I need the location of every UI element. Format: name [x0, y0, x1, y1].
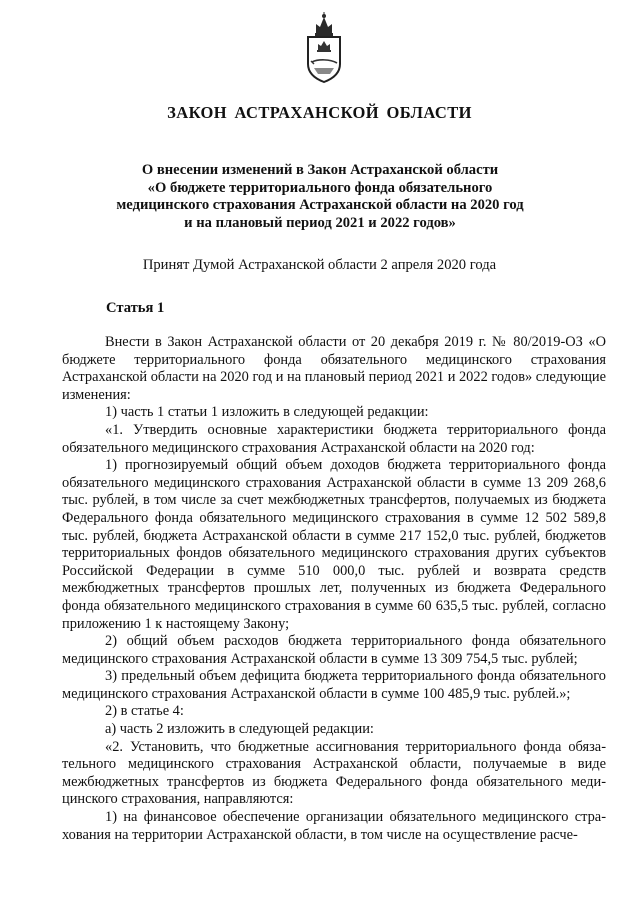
paragraph: Внести в Закон Астраханской области от 20 декабря 2019 г. № 80/2019-ОЗ «О бюджете территориального фонда обязательного медицинского страхования Астраханской области на 2020 год и на плановый период 2021 и 2022 годов» следующие изменения: — [62, 334, 607, 403]
paragraph: 2) в статье 4: — [105, 703, 184, 720]
paragraph: 1) прогнозируемый общий объем доходов бюджета территориального фонда обязательного медицинского страхования Астраханской области в сумме 13 209 268,6 тыс. рублей, в том числе за счет межбюджетных трансфертов, получаемых из бюджета Федерального фонда обязательного медицинского страхования в сумме 12 502 589,8 тыс. рублей, бюджета Астраханской области в сумме 217 152,0 тыс. рублей, бюджетов территориальных фондов обязательного медицинского страхования других субъектов Российской Федерации в сумме 510 000,0 тыс. рублей и возврата средств межбюджетных трансфертов прошлых лет, полученных из бюджета Федерального фонда обязательного медицинского страхования в сумме 60 635,5 тыс. рублей, согласно приложению 1 к настоящему Закону; — [62, 457, 606, 632]
subject-line: медицинского страхования Астраханской области на 2020 год — [116, 197, 524, 213]
subject-line: О внесении изменений в Закон Астраханской области — [141, 162, 499, 178]
law-subject — [60, 162, 580, 232]
paragraph: «1. Утвердить основные характеристики бюджета территориального фонда обязательного медицинского страхования Астраханской области на 2020 год: — [62, 421, 606, 456]
subject-line: и на плановый период 2021 и 2022 годов» — [184, 214, 456, 231]
law-title: ЗАКОН АСТРАХАНСКОЙ ОБЛАСТИ — [167, 103, 472, 122]
adoption-note: Принят Думой Астраханской области 2 апреля 2020 года — [142, 257, 497, 273]
article-body — [62, 334, 606, 844]
paragraph: 1) на финансовое обеспечение организации обязательного медицинского страхования на территории Астраханской области, в том числе на осуществление расче- — [62, 809, 606, 843]
article-heading: Статья 1 — [106, 300, 165, 316]
paragraph: 3) предельный объем дефицита бюджета территориального фонда обязательного медицинского страхования Астраханской области в сумме 100 485,9 тыс. рублей.»; — [62, 668, 606, 702]
astrakhan-coat-of-arms-icon — [300, 12, 348, 88]
paragraph: а) часть 2 изложить в следующей редакции: — [105, 721, 374, 738]
paragraph: 2) общий объем расходов бюджета территориального фонда обязательного медицинского страхования Астраханской области в сумме 13 309 754,5 тыс. рублей; — [62, 633, 606, 667]
paragraph: 1) часть 1 статьи 1 изложить в следующей редакции: — [105, 404, 429, 421]
subject-line: «О бюджете территориального фонда обязательного — [147, 179, 493, 196]
paragraph: «2. Установить, что бюджетные ассигнования территориального фонда обязательного медицинского страхования Астраханской области, получаемые в виде межбюджетных трансфертов из бюджета Федерального фонда обязательного медицинского страхования, направляются: — [62, 738, 606, 808]
